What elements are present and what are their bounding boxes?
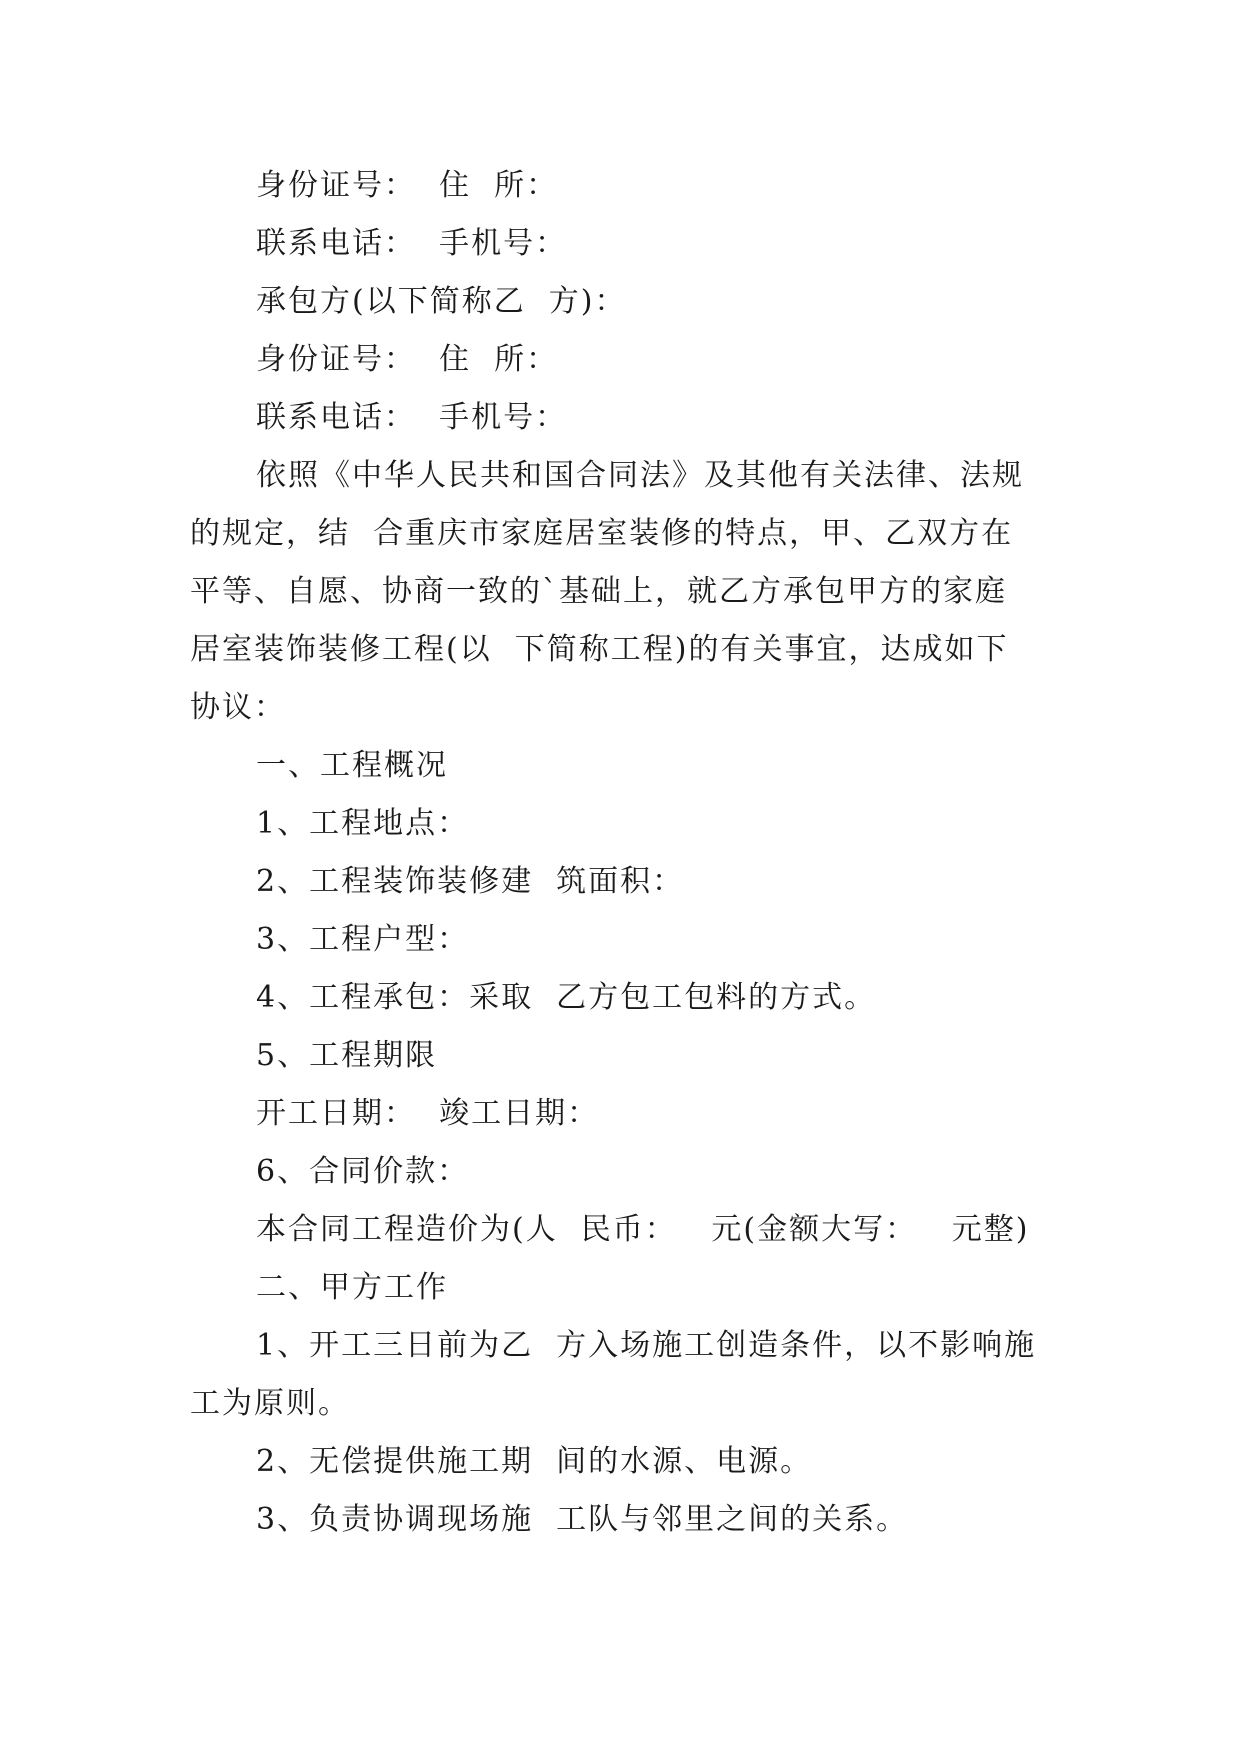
contract-price-item: 6、合同价款：	[256, 1154, 470, 1189]
intro-line: 平等、自愿、协商一致的`基础上，就乙方承包甲方的家庭	[190, 574, 1007, 609]
contract-price-line: 本合同工程造价为(人 民币： 元(金额大写： 元整)	[256, 1212, 1030, 1247]
party-a-phone-line: 联系电话： 手机号：	[256, 226, 568, 261]
project-contracting-item: 4、工程承包：采取 乙方包工包料的方式。	[256, 980, 877, 1015]
party-a-work-item-2: 2、无偿提供施工期 间的水源、电源。	[256, 1444, 813, 1479]
project-location-item: 1、工程地点：	[256, 806, 470, 841]
party-a-work-item-3: 3、负责协调现场施 工队与邻里之间的关系。	[256, 1502, 909, 1537]
work-item-line: 1、开工三日前为乙 方入场施工创造条件，以不影响施	[256, 1328, 1037, 1363]
start-end-dates-line: 开工日期： 竣工日期：	[256, 1096, 600, 1131]
intro-line: 居室装饰装修工程(以 下简称工程)的有关事宜，达成如下	[190, 632, 1009, 667]
section-heading-project-overview: 一、工程概况	[256, 748, 448, 783]
contract-body	[190, 157, 1050, 1549]
party-b-phone-line: 联系电话： 手机号：	[256, 400, 568, 435]
project-term-item: 5、工程期限	[256, 1038, 438, 1073]
section-heading-party-a-work: 二、甲方工作	[256, 1270, 448, 1305]
project-layout-item: 3、工程户型：	[256, 922, 470, 957]
project-area-item: 2、工程装饰装修建 筑面积：	[256, 864, 685, 899]
work-item-line: 工为原则。	[190, 1386, 350, 1421]
intro-line: 依照《中华人民共和国合同法》及其他有关法律、法规	[256, 458, 1024, 493]
party-a-work-item-1	[190, 1317, 1050, 1433]
party-a-id-line: 身份证号： 住 所：	[256, 168, 559, 203]
intro-line: 的规定，结 合重庆市家庭居室装修的特点，甲、乙双方在	[190, 516, 1014, 551]
party-b-id-line: 身份证号： 住 所：	[256, 342, 559, 377]
intro-paragraph	[190, 447, 1050, 737]
contractor-title: 承包方(以下简称乙 方)：	[256, 284, 627, 319]
intro-line: 协议：	[190, 690, 286, 725]
